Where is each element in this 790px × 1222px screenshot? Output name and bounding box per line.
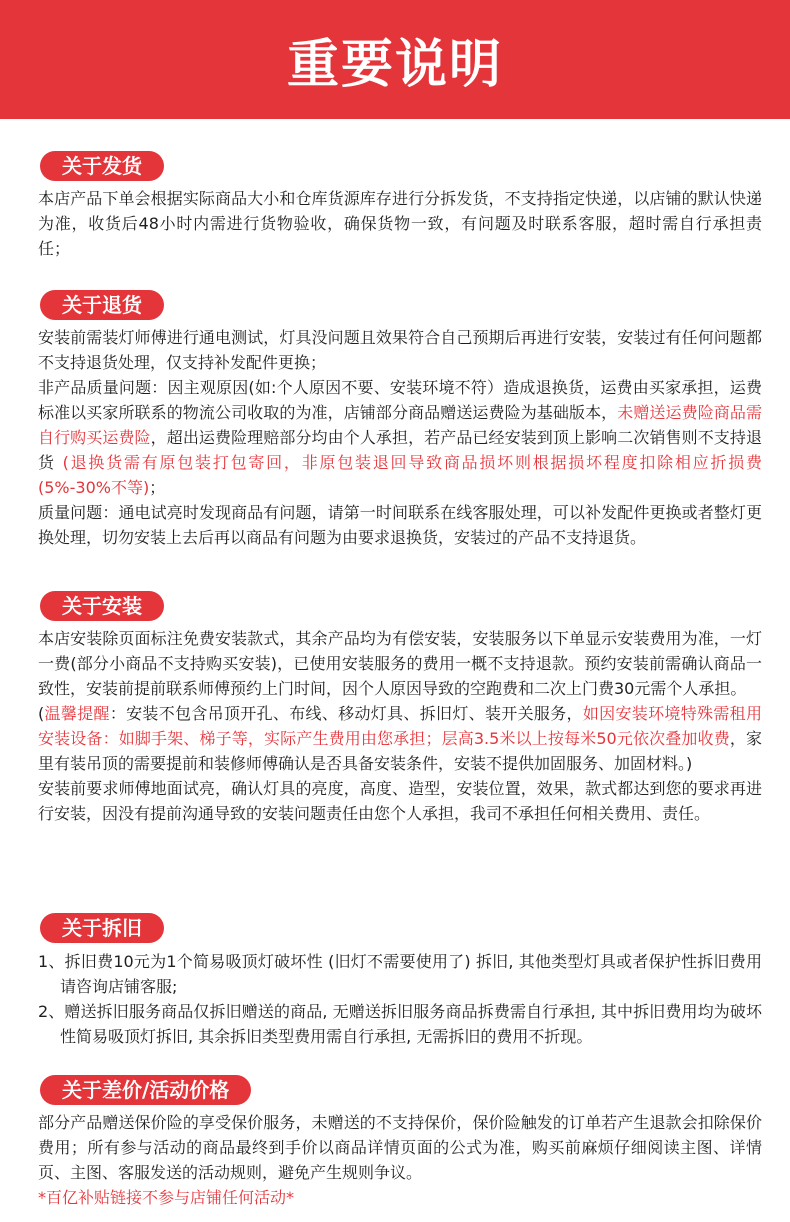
- paragraph: 本店安装除页面标注免费安装款式，其余产品均为有偿安装，安装服务以下单显示安装费用为准，一灯一费(部分小商品不支持购买安装)，已使用安装服务的费用一概不支持退款。预约安装前需确认商品一致性，安装前提前联系师傅预约上门时间，因个人原因导致的空跑费和二次上门费30元需个人承担。: [38, 629, 762, 698]
- paragraph: (温馨提醒：安装不包含吊顶开孔、布线、移动灯具、拆旧灯、装开关服务，如因安装环境特殊需租用安装设备：如脚手架、梯子等，实际产生费用由您承担；层高3.5米以上按每米50元依次叠加收费，家里有装吊顶的需要提前和装修师傅确认是否具备安装条件，安装不提供加固服务、加固材料。): [38, 704, 762, 773]
- list-item: 2、赠送拆旧服务商品仅拆旧赠送的商品, 无赠送拆旧服务商品拆费需自行承担, 其中拆旧费用均为破坏性简易吸顶灯拆旧, 其余拆旧类型费用需自行承担, 无需拆旧的费用不折现。: [38, 1002, 762, 1046]
- section-shipping: [38, 151, 762, 261]
- section-installation: [38, 591, 762, 826]
- paragraph: 安装前要求师傅地面试亮，确认灯具的亮度，高度、造型，安装位置，效果，款式都达到您的要求再进行安装，因没有提前沟通导致的安装问题责任由您个人承担，我司不承担任何相关费用、责任。: [38, 779, 762, 823]
- section-removal: [38, 913, 762, 1049]
- section-returns: [38, 290, 762, 550]
- paragraph: 部分产品赠送保价险的享受保价服务，未赠送的不支持保价，保价险触发的订单若产生退款会扣除保价费用；所有参与活动的商品最终到手价以商品详情页面的公式为准，购买前麻烦仔细阅读主图、详情页、主图、客服发送的活动规则，避免产生规则争议。: [38, 1113, 762, 1182]
- section-price-difference: [38, 1075, 762, 1210]
- paragraph: 非产品质量问题：因主观原因(如:个人原因不要、安装环境不符）造成退换货，运费由买家承担，运费标准以买家所联系的物流公司收取的为准，店铺部分商品赠送运费险为基础版本，未赠送运费险商品需自行购买运费险，超出运费险理赔部分均由个人承担，若产品已经安装到顶上影响二次销售则不支持退货 (退换货需有原包装打包寄回，非原包装退回导致商品损坏则根据损坏程度扣除相应折损费(5%-30%不等)；: [38, 378, 762, 497]
- paragraph: 本店产品下单会根据实际商品大小和仓库货源库存进行分拆发货，不支持指定快递，以店铺的默认快递为准，收货后48小时内需进行货物验收，确保货物一致，有问题及时联系客服，超时需自行承担责任；: [38, 189, 762, 258]
- list-item: 1、拆旧费10元为1个简易吸顶灯破坏性 (旧灯不需要使用了) 拆旧, 其他类型灯具或者保护性拆旧费用请咨询店铺客服;: [38, 952, 762, 996]
- highlight-text: (退换货需有原包装打包寄回，非原包装退回导致商品损坏则根据损坏程度扣除相应折损费(5%-30%不等): [38, 453, 762, 497]
- highlight-text: *百亿补贴链接不参与店铺任何活动*: [38, 1188, 295, 1207]
- paragraph: 安装前需装灯师傅进行通电测试，灯具没问题且效果符合自己预期后再进行安装，安装过有任何问题都不支持退货处理，仅支持补发配件更换；: [38, 328, 762, 372]
- section-title-price-difference: 关于差价/活动价格: [40, 1075, 251, 1105]
- section-title-removal: 关于拆旧: [40, 913, 164, 943]
- section-title-shipping: 关于发货: [40, 151, 164, 181]
- section-title-installation: 关于安装: [40, 591, 164, 621]
- header-banner: [0, 0, 790, 119]
- section-title-returns: 关于退货: [40, 290, 164, 320]
- paragraph: 质量问题：通电试亮时发现商品有问题，请第一时间联系在线客服处理，可以补发配件更换或者整灯更换处理，切勿安装上去后再以商品有问题为由要求退换货，安装过的产品不支持退货。: [38, 503, 762, 547]
- page-title: 重要说明: [286, 35, 503, 95]
- highlight-text: 未赠送运费险商品需自行购买运费险: [38, 403, 762, 447]
- paragraph: [38, 1185, 762, 1210]
- highlight-text: 如因安装环境特殊需租用安装设备：如脚手架、梯子等，实际产生费用由您承担；层高3.5米以上按每米50元依次叠加收费: [38, 704, 762, 748]
- highlight-text: 温馨提醒: [44, 704, 110, 723]
